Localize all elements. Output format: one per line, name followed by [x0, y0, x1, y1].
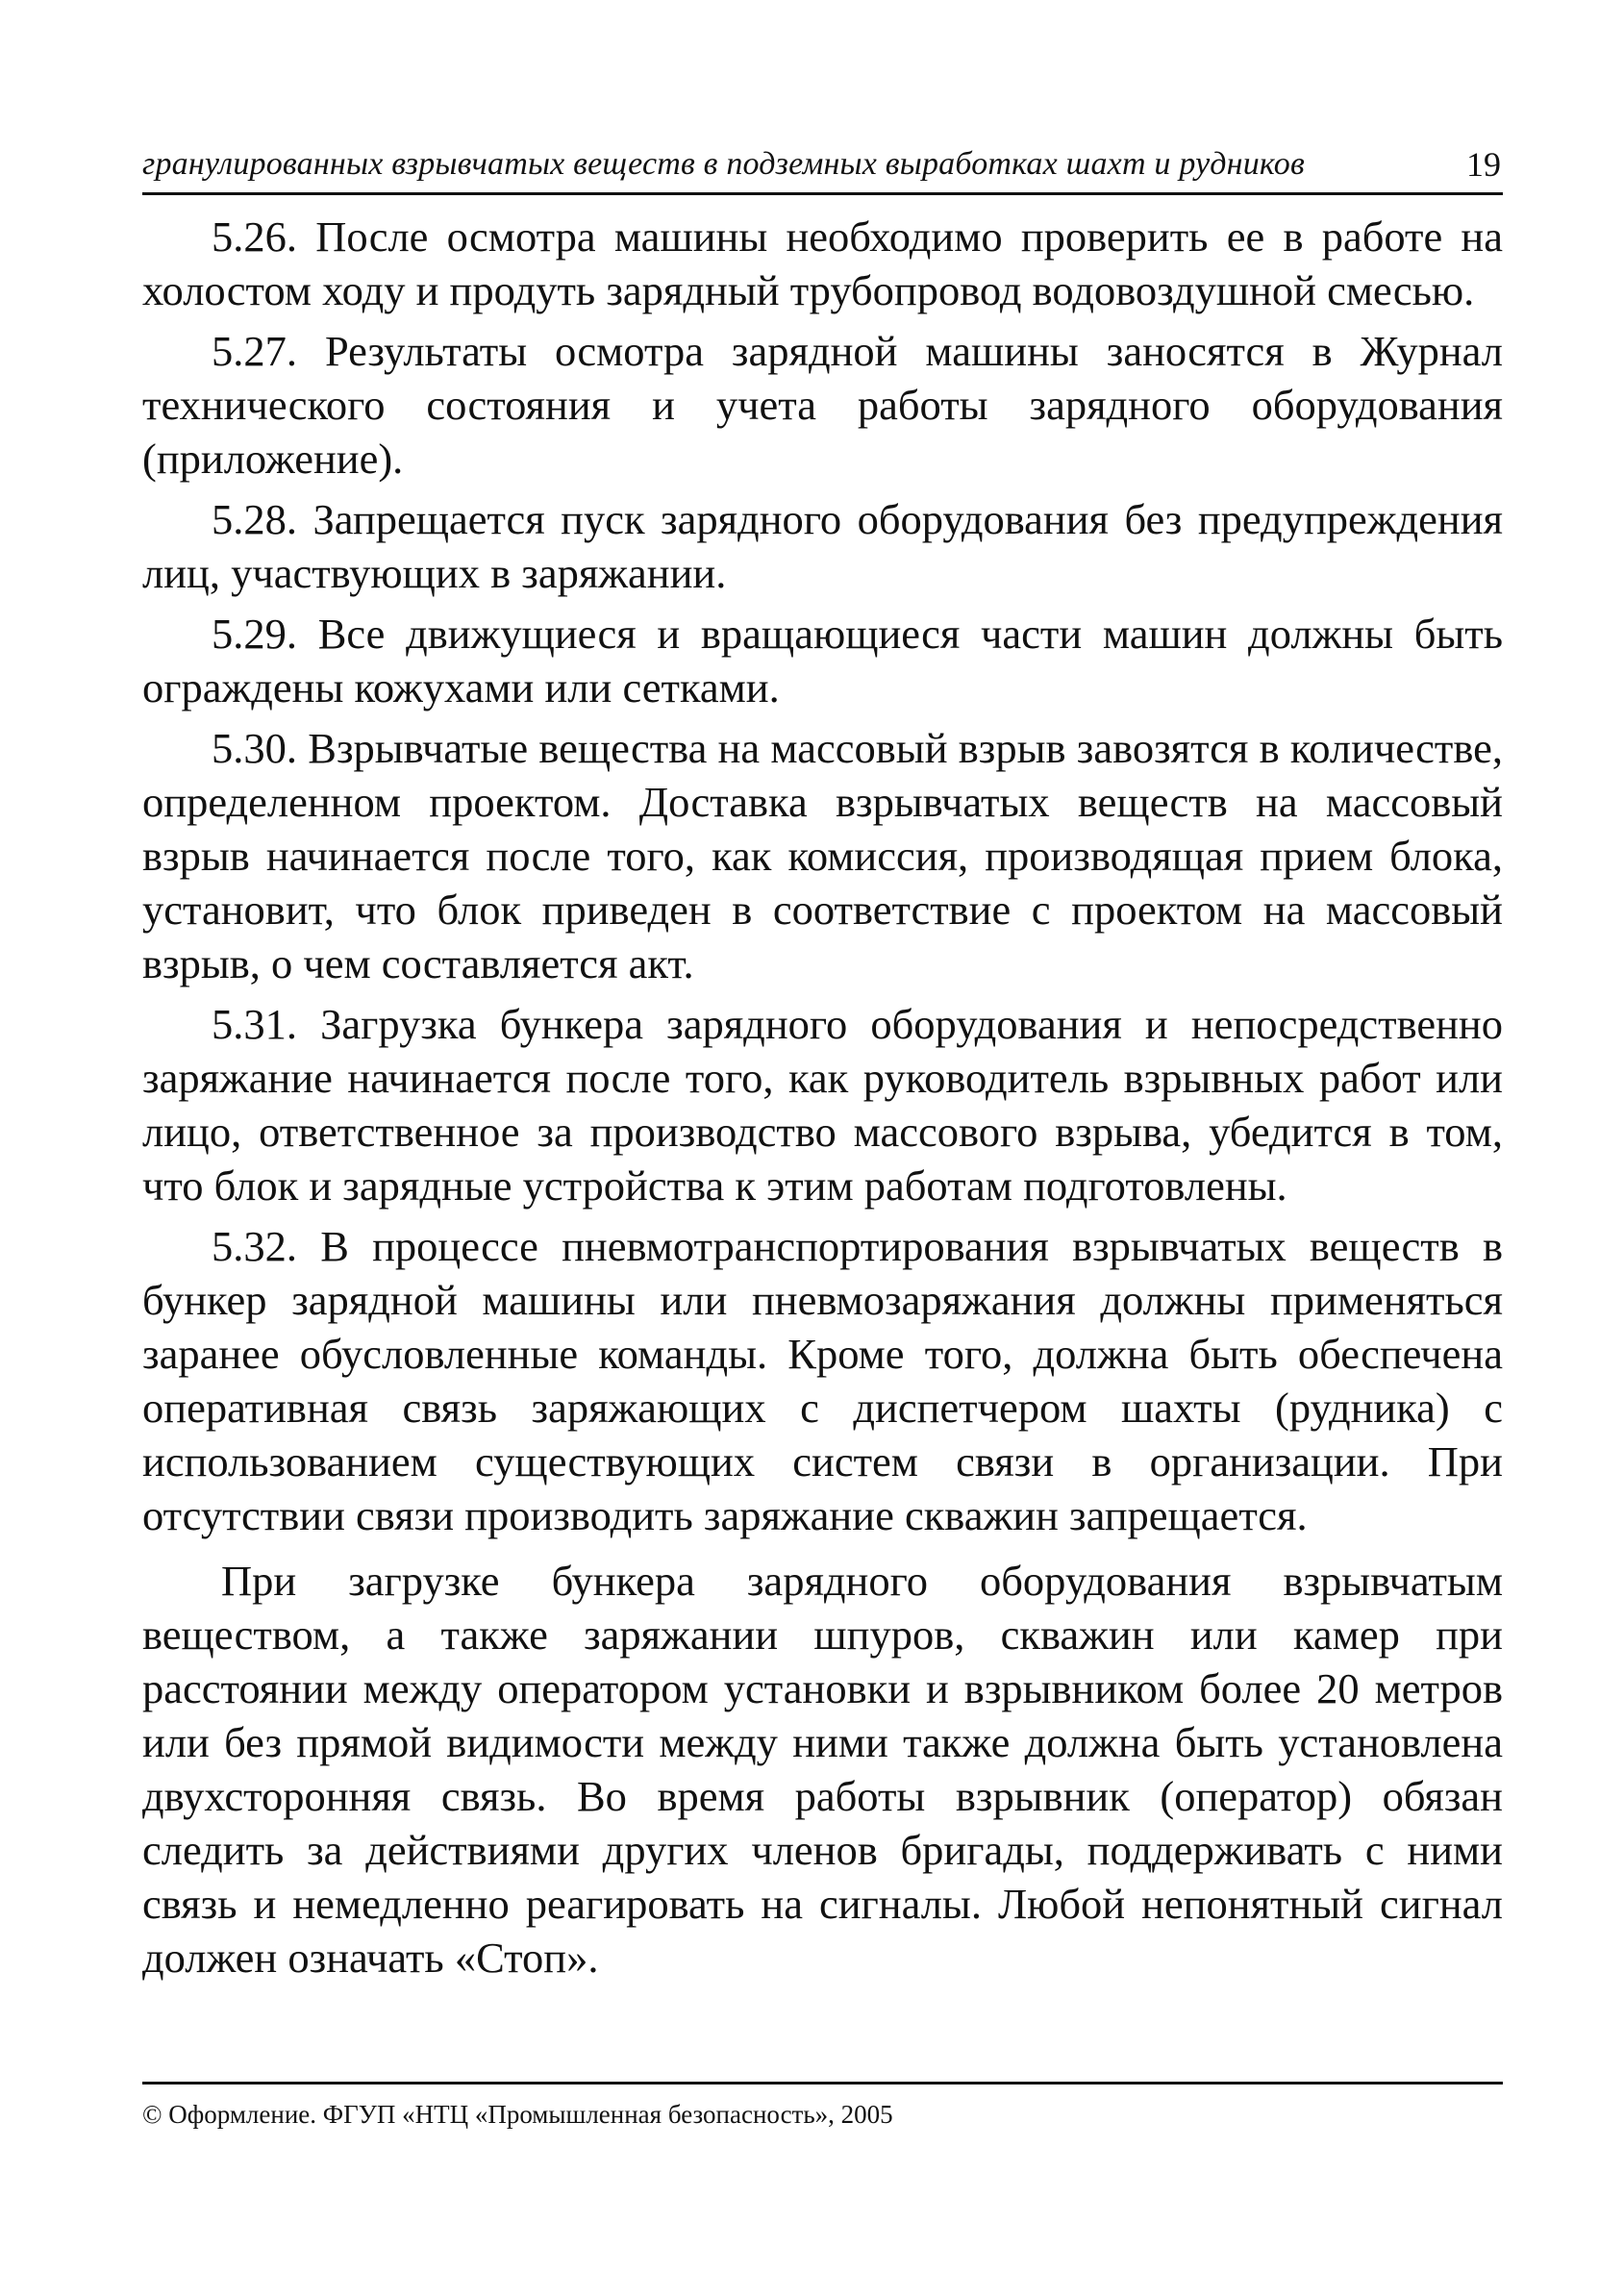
copyright-footer: © Оформление. ФГУП «НТЦ «Промышленная безопасность», 2005: [142, 2082, 1503, 2130]
paragraph-5-31: 5.31. Загрузка бункера зарядного оборудования и непосредственно заряжание начинается после того, как руководитель взрывных работ или лицо, ответственное за производство массового взрыва, убедится в том, что блок и зарядные устройства к этим работам подготовлены.: [142, 1000, 1503, 1210]
running-header-title: гранулированных взрывчатых веществ в подземных выработках шахт и рудников: [142, 146, 1305, 182]
body-text: [142, 210, 1503, 1991]
paragraph-5-29: 5.29. Все движущиеся и вращающиеся части машин должны быть ограждены кожухами или сетками.: [142, 610, 1503, 712]
paragraph-5-26: 5.26. После осмотра машины необходимо проверить ее в работе на холостом ходу и продуть зарядный трубопровод водовоздушной смесью.: [142, 212, 1503, 314]
paragraph-5-30: 5.30. Взрывчатые вещества на массовый взрыв завозятся в количестве, определенном проектом. Доставка взрывчатых веществ на массовый взрыв начинается после того, как комиссия, производящая прием блока, установит, что блок приведен в соответствие с проектом на массовый взрыв, о чем составляется акт.: [142, 724, 1503, 987]
page-number: 19: [1466, 145, 1501, 184]
paragraph-communication: При загрузке бункера зарядного оборудования взрывчатым веществом, а также заряжании шпуров, скважин или камер при расстоянии между оператором установки и взрывником более 20 метров или без прямой видимости между ними также должна быть установлена двухсторонняя связь. Во время работы взрывник (оператор) обязан следить за действиями других членов бригады, поддерживать с ними связь и немедленно реагировать на сигналы. Любой непонятный сигнал должен означать «Стоп».: [142, 1557, 1503, 1982]
running-header: [142, 144, 1503, 195]
paragraph-5-27: 5.27. Результаты осмотра зарядной машины заносятся в Журнал технического состояния и учета работы зарядного оборудования (приложение).: [142, 327, 1503, 483]
paragraph-5-28: 5.28. Запрещается пуск зарядного оборудования без предупреждения лиц, участвующих в заряжании.: [142, 495, 1503, 597]
paragraph-5-32: 5.32. В процессе пневмотранспортирования взрывчатых веществ в бункер зарядной машины или пневмозаряжания должны применяться заранее обусловленные команды. Кроме того, должна быть обеспечена оперативная связь заряжающих с диспетчером шахты (рудника) с использованием существующих систем связи в организации. При отсутствии связи производить заряжание скважин запрещается.: [142, 1222, 1503, 1539]
